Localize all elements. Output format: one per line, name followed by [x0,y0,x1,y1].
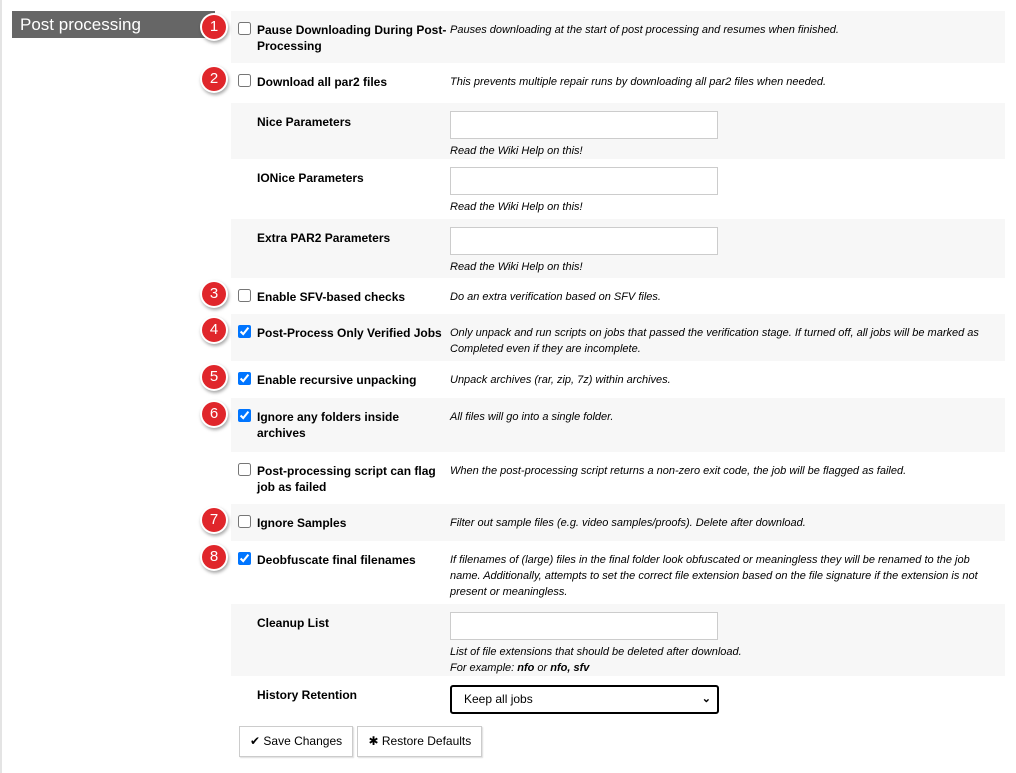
section-title: Post processing [12,11,215,38]
settings-list [209,11,1005,720]
setting-label: Cleanup List [257,616,330,630]
restore-defaults-button[interactable]: ✱ Restore Defaults [357,726,482,757]
download-all-par2-files-checkbox[interactable] [238,74,251,87]
setting-row-ignore-any-folders-inside-archives [209,398,1005,452]
check-icon: ✔ [250,734,261,748]
help-text: Read the Wiki Help on this! [450,201,583,213]
setting-row-post-processing-script-can-flag-job-as-failed [231,452,1005,504]
setting-label: Download all par2 files [257,75,388,89]
post-processing-script-can-flag-job-as-failed-checkbox[interactable] [238,463,251,476]
help-text: Read the Wiki Help on this! [450,261,583,273]
setting-row-download-all-par2-files [209,63,1005,103]
callout-badge: 1 [202,15,226,39]
setting-label: Nice Parameters [257,115,352,129]
enable-sfv-based-checks-checkbox[interactable] [238,289,251,302]
setting-row-cleanup-list [231,604,1005,676]
deobfuscate-final-filenames-checkbox[interactable] [238,552,251,565]
callout-badge: 6 [202,402,226,426]
callout-badge: 3 [202,282,226,306]
save-changes-button[interactable]: ✔ Save Changes [239,726,353,757]
setting-label: Post-processing script can flag job as failed [257,464,436,494]
setting-row-ionice-parameters [231,159,1005,219]
setting-row-post-process-only-verified-jobs [209,314,1005,361]
ionice-parameters-input[interactable] [450,167,718,195]
setting-description: Filter out sample files (e.g. video samples/proofs). Delete after download. [450,517,806,529]
callout-badge: 4 [202,318,226,342]
setting-row-pause-downloading-during-post-processing [209,11,1005,63]
setting-description: Only unpack and run scripts on jobs that passed the verification stage. If turned off, all jobs will be marked as Completed even if they are incomplete. [450,327,979,355]
setting-description: Unpack archives (rar, zip, 7z) within archives. [450,374,671,386]
help-text: Read the Wiki Help on this! [450,145,583,157]
pause-downloading-during-post-processing-checkbox[interactable] [238,22,251,35]
button-bar [239,726,483,757]
setting-label: Ignore any folders inside archives [257,410,400,440]
setting-label: Ignore Samples [257,516,347,530]
setting-row-enable-sfv-based-checks [209,278,1005,314]
setting-label: IONice Parameters [257,171,364,185]
setting-description: Do an extra verification based on SFV files. [450,291,661,303]
extra-par2-parameters-input[interactable] [450,227,718,255]
setting-description: This prevents multiple repair runs by downloading all par2 files when needed. [450,76,827,88]
asterisk-icon: ✱ [368,734,379,748]
setting-row-history-retention [231,676,1005,720]
setting-label: Enable SFV-based checks [257,290,406,304]
callout-badge: 2 [202,67,226,91]
help-text: List of file extensions that should be deleted after download. For example: nfo or nfo, sfv [450,646,742,674]
setting-description: Pauses downloading at the start of post processing and resumes when finished. [450,24,839,36]
setting-row-nice-parameters [231,103,1005,159]
setting-label: Deobfuscate final filenames [257,553,416,567]
ignore-any-folders-inside-archives-checkbox[interactable] [238,409,251,422]
setting-description: If filenames of (large) files in the final folder look obfuscated or meaningless they will be renamed to the job name. Additionally, attempts to set the correct file extension based on the file signature if the extension is not present or meaningless. [450,554,978,598]
callout-badge: 5 [202,365,226,389]
chevron-down-icon: ⌄ [701,693,711,705]
enable-recursive-unpacking-checkbox[interactable] [238,372,251,385]
cleanup-list-input[interactable] [450,612,718,640]
setting-label: History Retention [257,688,358,702]
setting-row-ignore-samples [209,504,1005,541]
setting-row-deobfuscate-final-filenames [209,541,1005,604]
ignore-samples-checkbox[interactable] [238,515,251,528]
history-retention-select[interactable]: Keep all jobs ⌄ [450,685,719,714]
callout-badge: 8 [202,545,226,569]
setting-row-enable-recursive-unpacking [209,361,1005,398]
setting-label: Pause Downloading During Post-Processing [257,23,447,53]
setting-label: Enable recursive unpacking [257,373,417,387]
post-process-only-verified-jobs-checkbox[interactable] [238,325,251,338]
nice-parameters-input[interactable] [450,111,718,139]
setting-description: When the post-processing script returns a non-zero exit code, the job will be flagged as failed. [450,465,907,477]
setting-label: Post-Process Only Verified Jobs [257,326,442,340]
callout-badge: 7 [202,508,226,532]
setting-label: Extra PAR2 Parameters [257,231,391,245]
setting-row-extra-par2-parameters [231,219,1005,278]
setting-description: All files will go into a single folder. [450,411,614,423]
